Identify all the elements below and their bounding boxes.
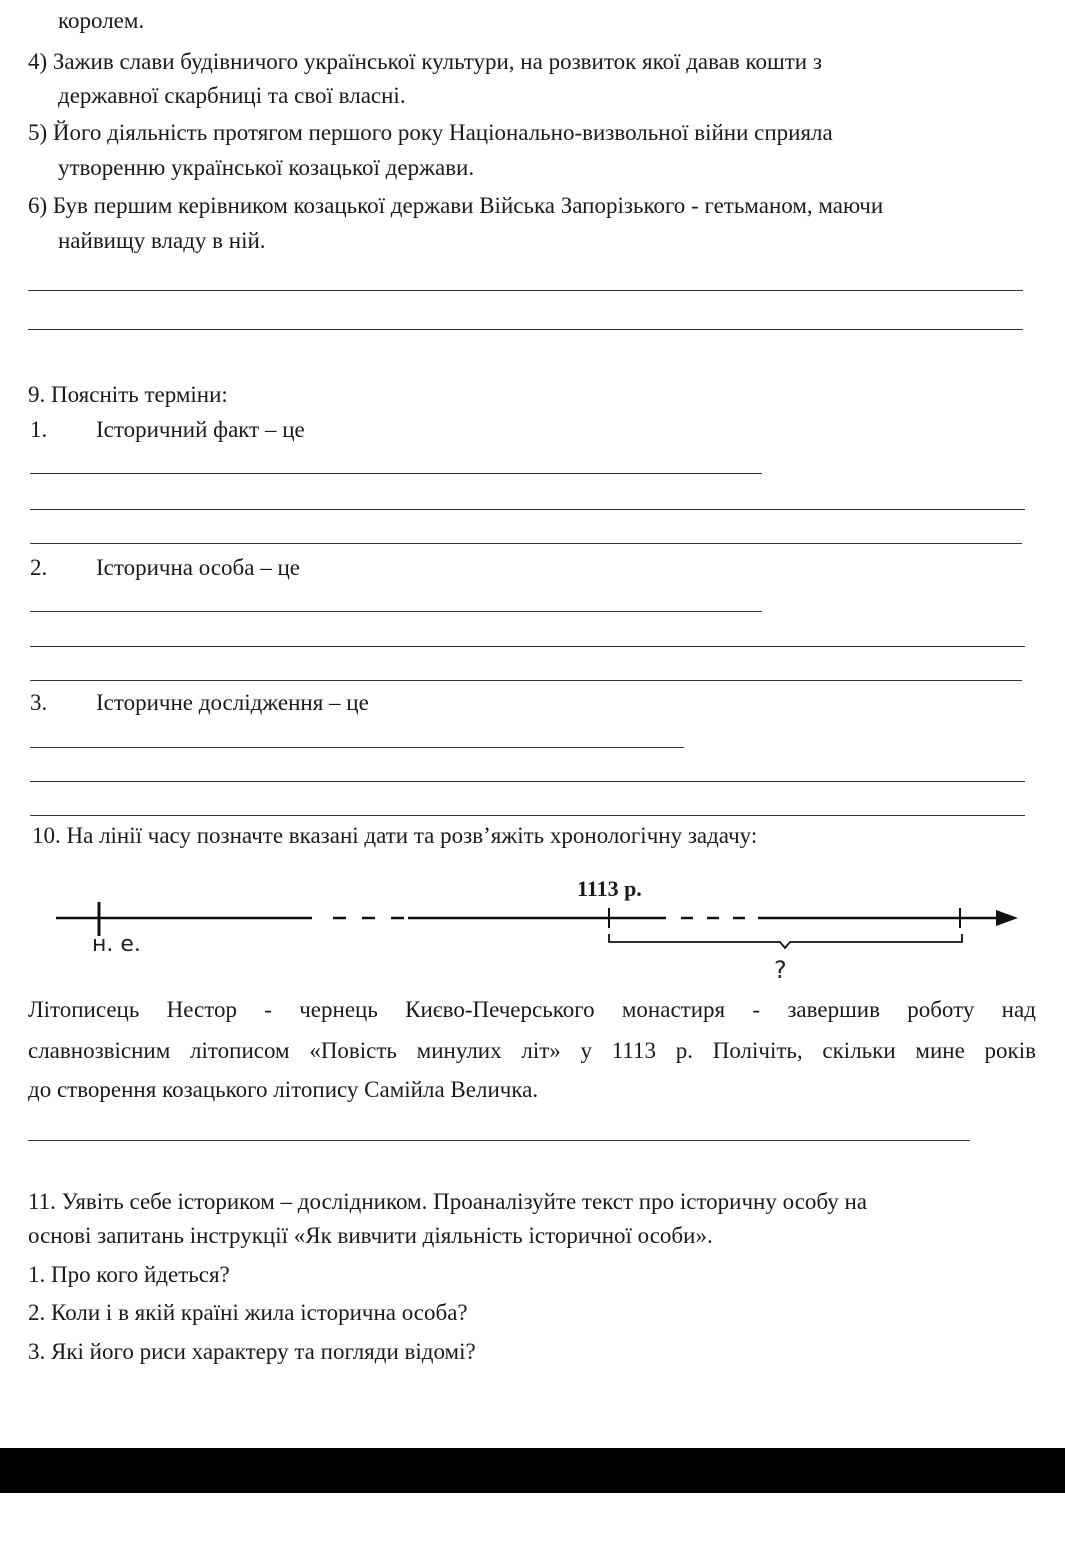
- answer-line[interactable]: [28, 290, 1023, 291]
- answer-line[interactable]: [28, 1140, 970, 1141]
- word: Літописець: [28, 997, 140, 1022]
- word: літ»: [521, 1038, 561, 1063]
- answer-line[interactable]: [30, 543, 1022, 544]
- word: -: [264, 997, 272, 1022]
- answer-line[interactable]: [30, 473, 762, 474]
- timeline-era-label: н. е.: [92, 932, 141, 957]
- answer-line[interactable]: [30, 680, 1022, 681]
- item5-line1: 5) Його діяльність протягом першого року Національно-визвольної війни сприяла: [28, 120, 833, 145]
- word: завершив: [787, 997, 880, 1022]
- timeline-date-label: 1113 р.: [577, 876, 642, 901]
- q11-question-2: 2. Коли і в якій країні жила історична особа?: [28, 1300, 468, 1325]
- timeline-bracket: [609, 934, 962, 948]
- item4-line1: 4) Зажив слави будівничого української культури, на розвиток якої давав кошти з: [28, 49, 822, 74]
- word: літописом: [190, 1038, 290, 1063]
- answer-line[interactable]: [30, 815, 1025, 816]
- timeline-arrow-head: [996, 910, 1018, 926]
- q11-question-3: 3. Які його риси характеру та погляди відомі?: [28, 1339, 476, 1364]
- answer-line[interactable]: [30, 646, 1025, 647]
- answer-line[interactable]: [30, 611, 762, 612]
- q9-term1-number: 1.: [30, 417, 48, 442]
- q11-question-1: 1. Про кого йдеться?: [28, 1262, 230, 1287]
- item6-line1: 6) Був першим керівником козацької держави Війська Запорізького - гетьманом, маючи: [28, 193, 884, 218]
- word: Полічіть,: [712, 1038, 803, 1063]
- word: скільки: [822, 1038, 896, 1063]
- word: у: [580, 1038, 592, 1063]
- timeline: [0, 870, 1065, 990]
- word: Нестор: [166, 997, 237, 1022]
- q9-term1-text: Історичний факт – це: [96, 417, 305, 442]
- word: р.: [675, 1038, 694, 1063]
- word: минулих: [416, 1038, 502, 1063]
- q10-paragraph-line1: [28, 997, 1036, 1023]
- bottom-black-bar: [0, 1448, 1065, 1493]
- q10-paragraph-line3: до створення козацького літопису Самійла Величка.: [28, 1077, 539, 1102]
- word: славнозвісним: [28, 1038, 171, 1063]
- answer-line[interactable]: [30, 509, 1025, 510]
- answer-line[interactable]: [30, 781, 1025, 782]
- word: мине: [915, 1038, 965, 1063]
- q10-paragraph-line2: [28, 1038, 1036, 1064]
- item4-line2: державної скарбниці та свої власні.: [58, 83, 406, 108]
- word: Києво-Печерського: [405, 997, 595, 1022]
- word: монастиря: [621, 997, 726, 1022]
- word: «Повість: [309, 1038, 397, 1063]
- answer-line[interactable]: [30, 747, 684, 748]
- answer-line[interactable]: [28, 329, 1023, 330]
- q9-title: 9. Поясніть терміни:: [28, 382, 228, 407]
- word: роботу: [907, 997, 975, 1022]
- timeline-question-mark: ?: [774, 956, 787, 984]
- word: чернець: [299, 997, 378, 1022]
- q11-title-line1: 11. Уявіть себе істориком – дослідником. Проаналізуйте текст про історичну особу на: [28, 1189, 867, 1214]
- q9-term3-number: 3.: [30, 690, 48, 715]
- q9-term2-text: Історична особа – це: [96, 555, 300, 580]
- item5-line2: утворенню української козацької держави.: [58, 155, 475, 180]
- word: 1113: [611, 1038, 657, 1063]
- q9-term2-number: 2.: [30, 555, 48, 580]
- word: років: [984, 1038, 1036, 1063]
- item3-tail: королем.: [58, 8, 145, 33]
- q11-title-line2: основі запитань інструкції «Як вивчити діяльність історичної особи».: [28, 1223, 713, 1248]
- word: над: [1001, 997, 1036, 1022]
- item6-line2: найвищу владу в ній.: [58, 228, 266, 253]
- word: -: [752, 997, 761, 1022]
- q10-title: 10. На лінії часу позначте вказані дати та розв’яжіть хронологічну задачу:: [32, 823, 758, 848]
- q9-term3-text: Історичне дослідження – це: [96, 690, 369, 715]
